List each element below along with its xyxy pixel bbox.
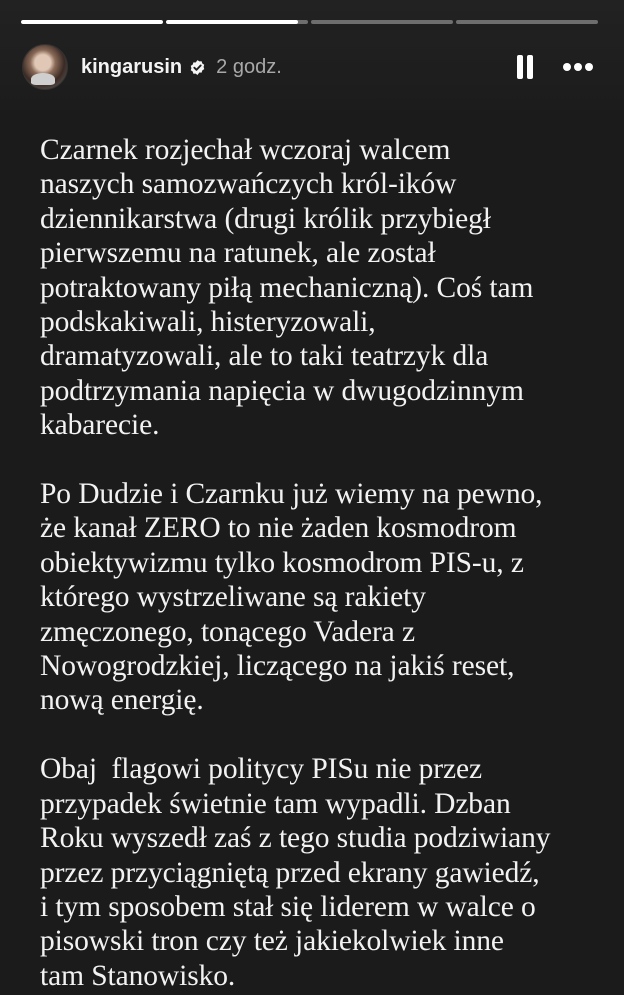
text-line: Czarnek rozjechał wczoraj walcem [40,134,451,166]
text-line: tam Stanowisko. [40,959,236,992]
pause-button[interactable] [517,55,533,79]
more-icon-dot [563,63,571,71]
text-line: przypadek świetnie tam wypadli. Dzban [40,787,511,820]
text-line: i tym sposobem stał się liderem w walce o [40,890,536,923]
text-line: kabarecie. [40,409,160,442]
text-line: podskakiwali, histeryzowali, [40,306,376,339]
text-line: Roku wyszedł zaś z tego studia podziwiany [40,822,551,855]
progress-segment-2 [166,20,308,24]
progress-segment-4 [456,20,598,24]
paragraph-2 [40,477,610,718]
verified-badge-icon [189,59,206,76]
story-text-body [40,133,610,993]
text-line: że kanał ZERO to nie żaden kosmodrom [40,512,517,545]
pause-icon-bar [527,55,533,79]
text-line: przez przyciągniętą przed ekrany gawiedź, [40,856,540,889]
text-line: pisowski tron czy też jakiekolwiek inne [40,925,504,958]
more-icon-dot [585,63,593,71]
more-icon-dot [574,63,582,71]
text-line: zmęczonego, tonącego Vadera z [40,615,415,648]
paragraph-1 [40,133,610,443]
progress-segment-1 [21,20,163,24]
text-line: naszych samozwańczych król-ików [40,168,457,201]
progress-fill [21,20,163,24]
text-line: którego wystrzeliwane są rakiety [40,581,426,614]
text-line: podtrzymania napięcia w dwugodzinnym [40,374,524,407]
text-line: Obaj flagowi politycy PISu nie przez [40,753,482,786]
text-line: dziennikarstwa (drugi królik przybiegł [40,202,491,235]
text-line: dramatyzowali, ale to taki teatrzyk dla [40,340,489,373]
progress-segment-3 [311,20,453,24]
text-line: potraktowany piłą mechaniczną). Coś tam [40,271,534,304]
text-line: obiektywizmu tylko kosmodrom PIS-u, z [40,546,524,579]
text-line: pierwszemu na ratunek, ale został [40,237,436,270]
post-time: 2 godz. [216,55,282,78]
avatar[interactable] [22,44,68,90]
more-options-button[interactable] [563,63,593,71]
paragraph-3 [40,752,610,993]
text-line: Nowogrodzkiej, liczącego na jakiś reset, [40,650,515,683]
story-header [22,43,602,91]
pause-icon-bar [517,55,523,79]
username[interactable]: kingarusin [81,55,183,78]
text-line: Po Dudzie i Czarnku już wiemy na pewno, [40,478,543,511]
progress-fill [166,20,298,24]
story-progress-bar [21,20,598,24]
text-line: nową energię. [40,684,204,717]
